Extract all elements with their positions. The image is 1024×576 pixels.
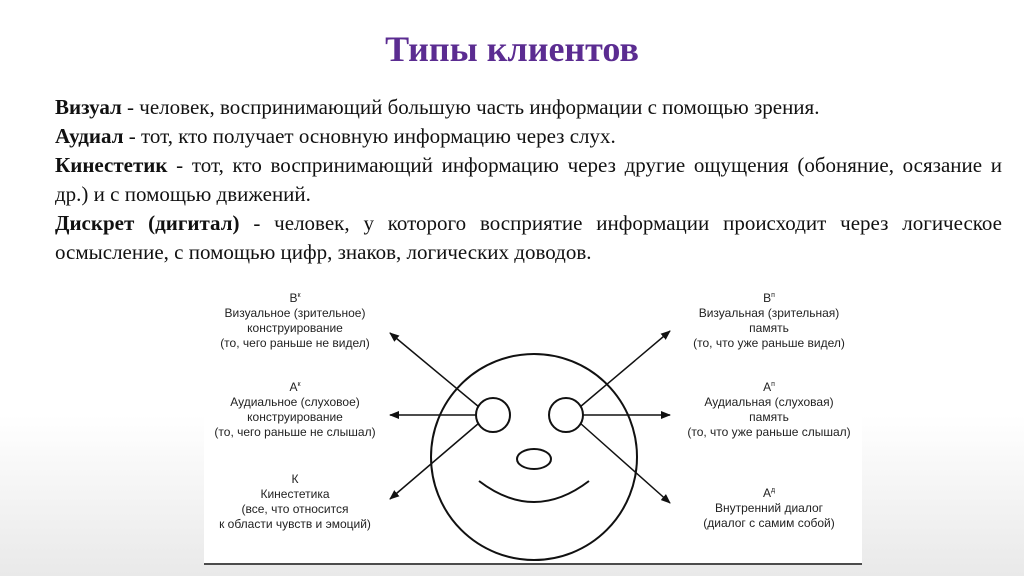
arrow-left-up — [390, 333, 479, 407]
label-code: $А^п$ — [763, 380, 775, 394]
eye-movement-diagram — [204, 283, 862, 565]
smile — [479, 481, 589, 502]
definition-text: - тот, кто получает основную информацию через слух. — [123, 124, 616, 148]
label-audial-memory: $А^п$ Аудиальная (слуховая) память (то, что уже раньше слышал) — [676, 377, 862, 440]
label-kinesthetic: К Кинестетика (все, что относится к области чувств и эмоций) — [204, 469, 386, 532]
label-code: $В^к$ — [289, 291, 301, 305]
definition-term: Визуал — [55, 95, 122, 119]
label-visual-construct: $В^к$ Визуальное (зрительное) конструирование (то, чего раньше не видел) — [204, 288, 386, 351]
slide-title: Типы клиентов — [385, 29, 639, 69]
label-code: $А^д$ — [762, 486, 776, 500]
definition-kinesthetic — [55, 151, 1002, 209]
definition-text: - тот, кто воспринимающий информацию через другие ощущения (обоняние, осязание и др.) и с помощью движений. — [55, 153, 1002, 206]
right-eye — [549, 398, 583, 432]
definition-term: Кинестетик — [55, 153, 168, 177]
label-code: $А^к$ — [289, 380, 301, 394]
left-eye — [476, 398, 510, 432]
definition-text: - человек, воспринимающий большую часть информации с помощью зрения. — [121, 95, 820, 119]
definition-digital — [55, 209, 1002, 267]
definition-audial — [55, 122, 1002, 151]
label-internal-dialog: $А^д$ Внутренний диалог (диалог с самим собой) — [676, 483, 862, 531]
label-code: К — [291, 472, 299, 486]
label-code: $В^п$ — [763, 291, 775, 305]
definition-text: - человек, у которого восприятие информации происходит через логическое осмысление, с помощью цифр, знаков, логических доводов. — [55, 211, 1002, 264]
label-audial-construct: $А^к$ Аудиальное (слуховое) конструирование (то, чего раньше не слышал) — [204, 377, 386, 440]
definition-term: Аудиал — [55, 124, 124, 148]
definition-visual — [55, 93, 1002, 122]
definitions-block — [55, 93, 1002, 267]
definition-term: Дискрет (дигитал) — [55, 211, 240, 235]
arrow-right-down — [580, 423, 670, 503]
nose — [517, 449, 551, 469]
label-visual-memory: $В^п$ Визуальная (зрительная) память (то, что уже раньше видел) — [676, 288, 862, 351]
arrow-right-up — [580, 331, 670, 407]
